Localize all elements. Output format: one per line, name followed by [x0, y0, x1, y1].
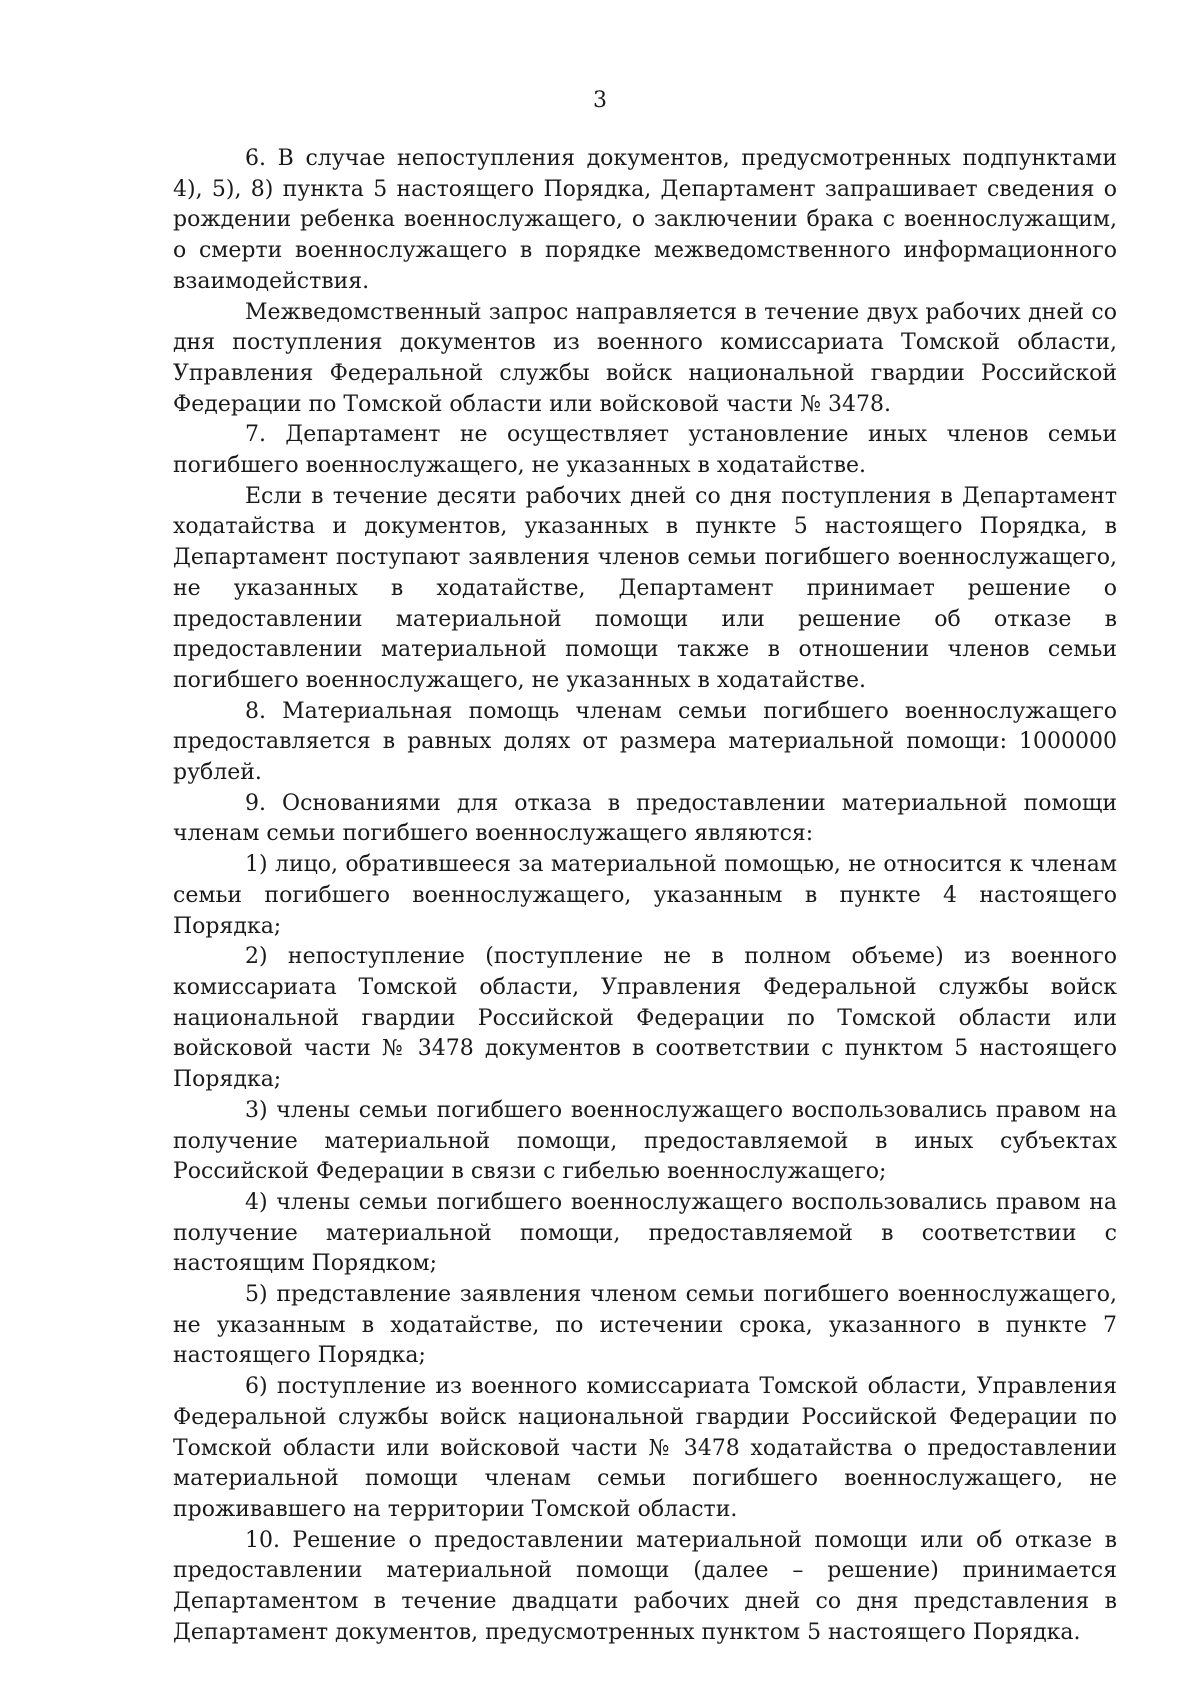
list-item-refusal-4: 4) члены семьи погибшего военнослужащего воспользовались правом на получение материальной помощи, предоставляемой в соответствии с настоящим Порядком; — [173, 1189, 1117, 1277]
paragraph-8-aid-amount: 8. Материальная помощь членам семьи погибшего военнослужащего предоставляется в равных долях от размера материальной помощи: 1000000 рублей. — [173, 698, 1117, 786]
list-item-refusal-5: 5) представление заявления членом семьи погибшего военнослужащего, не указанным в ходатайстве, по истечении срока, указанного в пункте 7 настоящего Порядка; — [173, 1282, 1117, 1369]
paragraph-7-family-members: 7. Департамент не осуществляет установление иных членов семьи погибшего военнослужащего, не указанных в ходатайстве. — [173, 422, 1117, 479]
paragraph-interagency-request: Межведомственный запрос направляется в течение двух рабочих дней со дня поступления документов из военного комиссариата Томской области, Управления Федеральной службы войск национальной гвардии Российской Федерации по Томской области или войсковой части № 3478. — [173, 299, 1117, 417]
paragraph-10-decision: 10. Решение о предоставлении материальной помощи или об отказе в предоставлении материальной помощи (далее – решение) принимается Департаментом в течение двадцати рабочих дней со дня представления в Департамент документов, предусмотренных пунктом 5 настоящего Порядка. — [173, 1527, 1117, 1645]
list-item-refusal-2: 2) непоступление (поступление не в полном объеме) из военного комиссариата Томской области, Управления Федеральной службы войск национальной гвардии Российской Федерации по Томской области или войсковой части № 3478 документов в соответствии с пунктом 5 настоящего Порядка; — [173, 944, 1117, 1093]
document-body — [173, 144, 1117, 1648]
list-item-refusal-3: 3) члены семьи погибшего военнослужащего воспользовались правом на получение материальной помощи, предоставляемой в иных субъектах Российской Федерации в связи с гибелью военнослужащего; — [173, 1097, 1117, 1185]
list-item-refusal-6: 6) поступление из военного комиссариата Томской области, Управления Федеральной службы войск национальной гвардии Российской Федерации по Томской области или войсковой части № 3478 ходатайства о предоставлении материальной помощи членам семьи погибшего военнослужащего, не проживавшего на территории Томской области. — [173, 1374, 1117, 1522]
paragraph-additional-applications: Если в течение десяти рабочих дней со дня поступления в Департамент ходатайства и документов, указанных в пункте 5 настоящего Порядка, в Департамент поступают заявления членов семьи погибшего военнослужащего, не указанных в ходатайстве, Департамент принимает решение о предоставлении материальной помощи или решение об отказе в предоставлении материальной помощи также в отношении членов семьи погибшего военнослужащего, не указанных в ходатайстве. — [173, 483, 1117, 693]
paragraph-9-refusal-grounds: 9. Основаниями для отказа в предоставлении материальной помощи членам семьи погибшего военнослужащего являются: — [173, 790, 1117, 847]
paragraph-6-request-info: 6. В случае непоступления документов, предусмотренных подпунктами 4), 5), 8) пункта 5 настоящего Порядка, Департамент запрашивает сведения о рождении ребенка военнослужащего, о заключении брака с военнослужащим, о смерти военнослужащего в порядке межведомственного информационного взаимодействия. — [173, 146, 1117, 294]
page-number: 3 — [593, 88, 607, 113]
list-item-refusal-1: 1) лицо, обратившееся за материальной помощью, не относится к членам семьи погибшего военнослужащего, указанным в пункте 4 настоящего Порядка; — [173, 852, 1117, 939]
